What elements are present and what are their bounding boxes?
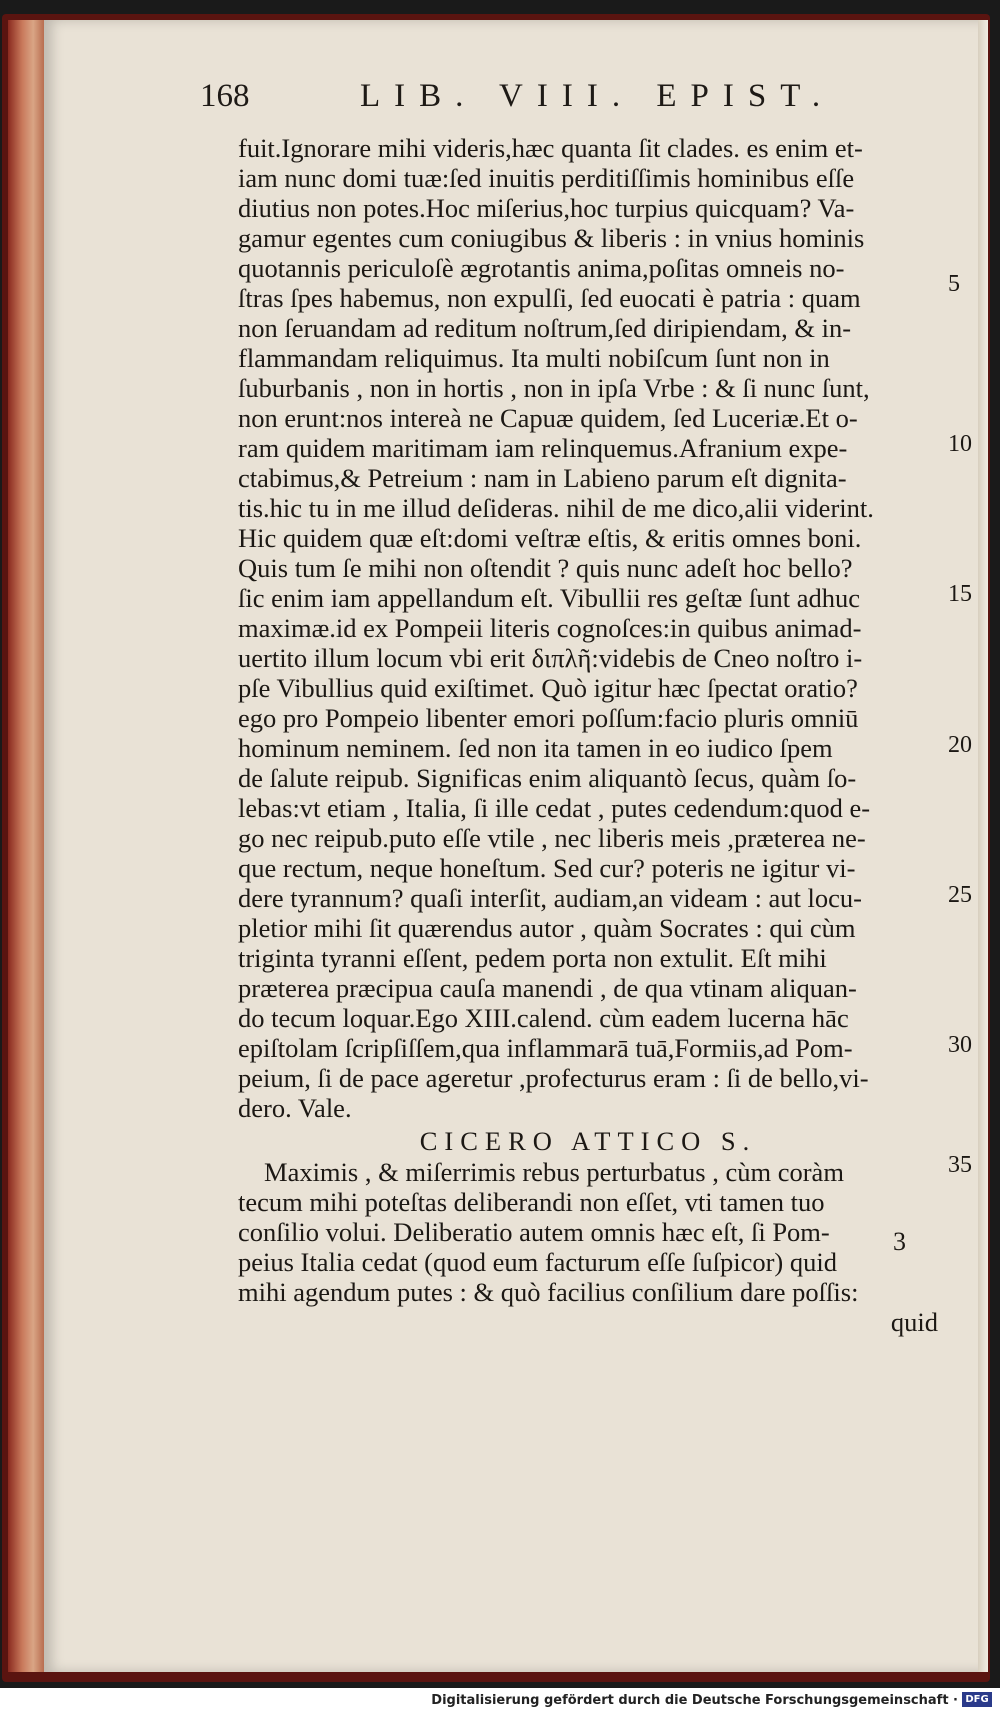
- text-line: præterea præcipua cauſa manendi , de qua vtinam aliquan-: [238, 973, 857, 1003]
- line-number: 35: [948, 1152, 972, 1178]
- running-title: LIB. VIII. EPIST.: [360, 78, 835, 114]
- book-edge: [8, 20, 44, 1672]
- line-number: 15: [948, 581, 972, 607]
- text-line: hominum neminem. ſed non ita tamen in eo iudico ſpem: [238, 733, 833, 763]
- text-line: pſe Vibullius quid exiſtimet. Quò igitur hæc ſpectat oratio?: [238, 673, 858, 703]
- text-line: diutius non potes.Hoc miſerius,hoc turpius quicquam? Va-: [238, 193, 855, 223]
- text-line: uertito illum locum vbi erit διπλῆ:videbis de Cneo noſtro i-: [238, 643, 863, 673]
- text-line: peius Italia cedat (quod eum facturum eſſe ſuſpicor) quid: [238, 1247, 837, 1277]
- text-line: Maximis , & miſerrimis rebus perturbatus , cùm coràm: [264, 1157, 844, 1187]
- text-line: epiſtolam ſcripſiſſem,qua inflammarā tuā,Formiis,ad Pom-: [238, 1033, 853, 1063]
- dfg-logo: DFG: [962, 1692, 992, 1707]
- text-line: ſtras ſpes habemus, non expulſi, ſed euocati è patria : quam: [238, 283, 861, 313]
- text-line: ram quidem maritimam iam relinquemus.Afranium expe-: [238, 433, 848, 463]
- text-line: triginta tyranni eſſent, pedem porta non extulit. Eſt mihi: [238, 943, 827, 973]
- text-line: tecum mihi poteſtas deliberandi non eſſet, vti tamen tuo: [238, 1187, 825, 1217]
- text-line: dero. Vale.: [238, 1093, 352, 1123]
- catchword: quid: [890, 1307, 938, 1337]
- text-line: fuit.Ignorare mihi videris,hæc quanta ſit clades. es enim et-: [238, 133, 863, 163]
- line-number: 10: [948, 431, 972, 457]
- text-line: Quis tum ſe mihi non oſtendit ? quis nunc adeſt hoc bello?: [238, 553, 853, 583]
- text-line: gamur egentes cum coniugibus & liberis : in vnius hominis: [238, 223, 865, 253]
- text-line: ſic enim iam appellandum eſt. Vibullii res geſtæ ſunt adhuc: [238, 583, 861, 613]
- letter-heading: CICERO ATTICO S.: [419, 1126, 757, 1156]
- text-line: peium, ſi de pace ageretur ,profecturus eram : ſi de bello,vi-: [238, 1063, 869, 1093]
- text-line: ego pro Pompeio libenter emori poſſum:facio pluris omniū: [238, 703, 859, 733]
- text-line: do tecum loquar.Ego XIII.calend. cùm eadem lucerna hāc: [238, 1003, 849, 1033]
- running-head: [200, 78, 900, 128]
- letter-number: 3: [893, 1227, 906, 1256]
- text-line: tis.hic tu in me illud deſideras. nihil de me dico,alii viderint.: [238, 493, 874, 523]
- text-line: non erunt:nos intereà ne Capuæ quidem, ſed Luceriæ.Et o-: [238, 403, 858, 433]
- text-line: non ſeruandam ad reditum noſtrum,ſed diripiendam, & in-: [238, 313, 852, 343]
- text-line: maximæ.id ex Pompeii literis cognoſces:in quibus animad-: [238, 613, 862, 643]
- page-edge: [978, 20, 988, 1672]
- text-line: conſilio volui. Deliberatio autem omnis hæc eſt, ſi Pom-: [238, 1217, 830, 1247]
- text-line: Hic quidem quæ eſt:domi veſtræ eſtis, & eritis omnes boni.: [238, 523, 862, 553]
- line-number: 5: [948, 271, 960, 297]
- text-line: de ſalute reipub. Significas enim aliquantò ſecus, quàm ſo-: [238, 763, 857, 793]
- text-line: flammandam reliquimus. Ita multi nobiſcum ſunt non in: [238, 343, 830, 373]
- text-line: go nec reipub.puto eſſe vtile , nec liberis meis ,præterea ne-: [238, 823, 866, 853]
- text-line: pletior mihi ſit quærendus autor , quàm Socrates : qui cùm: [238, 913, 856, 943]
- text-line: dere tyrannum? quaſi interſit, audiam,an videam : aut locu-: [238, 883, 863, 913]
- text-line: ſuburbanis , non in hortis , non in ipſa Vrbe : & ſi nunc ſunt,: [238, 373, 870, 403]
- text-line: quotannis periculoſè ægrotantis anima,poſitas omneis no-: [238, 253, 845, 283]
- line-number: 25: [948, 882, 972, 908]
- text-line: iam nunc domi tuæ:ſed inuitis perditiſſimis hominibus eſſe: [238, 163, 855, 193]
- line-number: 20: [948, 732, 972, 758]
- text-line: mihi agendum putes : & quò facilius conſilium dare poſſis:: [238, 1277, 859, 1307]
- text-line: ctabimus,& Petreium : nam in Labieno parum eſt dignita-: [238, 463, 847, 493]
- text-line: que rectum, neque honeſtum. Sed cur? poteris ne igitur vi-: [238, 853, 856, 883]
- text-line: lebas:vt etiam , Italia, ſi ille cedat , putes cedendum:quod e-: [238, 793, 871, 823]
- line-number: 30: [948, 1032, 972, 1058]
- footer-bar: [0, 1688, 1000, 1713]
- footer-credit: Digitalisierung gefördert durch die Deutsche Forschungsgemeinschaft ·: [431, 1693, 958, 1708]
- page-number: 168: [200, 78, 250, 114]
